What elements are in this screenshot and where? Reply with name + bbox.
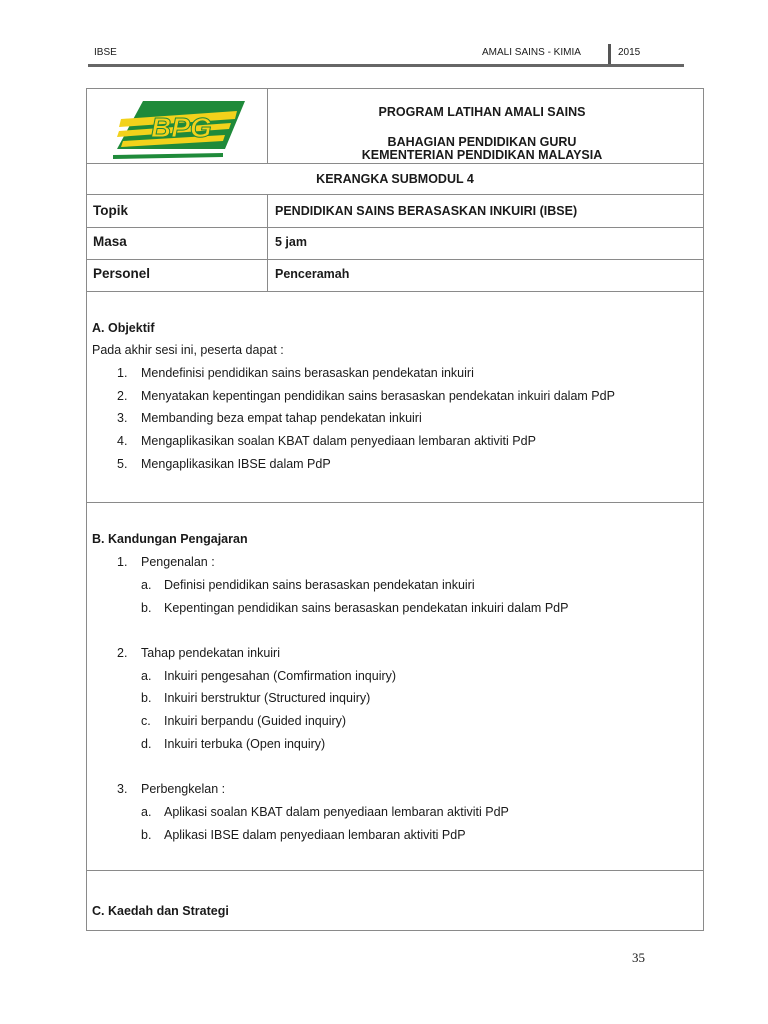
list-number: 3. (117, 782, 128, 796)
section-c-heading: C. Kaedah dan Strategi (92, 904, 229, 918)
content-subitem: Aplikasi soalan KBAT dalam penyediaan lembaran aktiviti PdP (164, 805, 509, 819)
section-b-heading: B. Kandungan Pengajaran (92, 532, 248, 546)
objective-item: Membanding beza empat tahap pendekatan inkuiri (141, 411, 422, 425)
list-number: 2. (117, 646, 128, 660)
sub-letter: a. (141, 805, 152, 819)
page-number: 35 (632, 950, 645, 965)
sub-letter: b. (141, 691, 152, 705)
content-subitem: Inkuiri terbuka (Open inquiry) (164, 737, 326, 751)
row-value-topik: PENDIDIKAN SAINS BERASASKAN INKUIRI (IBSE) (275, 204, 578, 218)
objective-item: Mendefinisi pendidikan sains berasaskan pendekatan inkuiri (141, 366, 474, 380)
content-subitem: Definisi pendidikan sains berasaskan pendekatan inkuiri (164, 578, 475, 592)
list-number: 3. (117, 411, 128, 425)
divider (87, 259, 703, 260)
divider (87, 502, 703, 503)
list-number: 5. (117, 457, 128, 471)
divider (87, 194, 703, 195)
list-number: 2. (117, 389, 128, 403)
header-left: IBSE (94, 47, 117, 58)
sub-letter: c. (141, 714, 151, 728)
content-subitem: Inkuiri pengesahan (Comfirmation inquiry) (164, 669, 397, 683)
bpg-logo (113, 97, 247, 163)
content-subitem: Kepentingan pendidikan sains berasaskan pendekatan inkuiri dalam PdP (164, 601, 569, 615)
objective-intro: Pada akhir sesi ini, peserta dapat : (92, 343, 284, 357)
sub-letter: a. (141, 669, 152, 683)
sub-letter: b. (141, 601, 152, 615)
header-rule (88, 64, 684, 67)
logo-text: BPG (151, 112, 212, 143)
objective-item: Mengaplikasikan IBSE dalam PdP (141, 457, 331, 471)
row-label-topik: Topik (93, 203, 128, 218)
content-subitem: Aplikasi IBSE dalam penyediaan lembaran aktiviti PdP (164, 828, 466, 842)
list-number: 4. (117, 434, 128, 448)
sub-letter: d. (141, 737, 152, 751)
row-label-masa: Masa (93, 234, 127, 249)
header-separator (608, 44, 611, 64)
ministry-title: KEMENTERIAN PENDIDIKAN MALAYSIA (361, 148, 603, 162)
header-right: AMALI SAINS - KIMIA (482, 47, 581, 58)
divider-vertical (267, 194, 268, 291)
sub-letter: b. (141, 828, 152, 842)
objective-item: Mengaplikasikan soalan KBAT dalam penyediaan lembaran aktiviti PdP (141, 434, 536, 448)
divider (87, 163, 703, 164)
content-group: Perbengkelan : (141, 782, 226, 796)
row-label-personel: Personel (93, 266, 151, 281)
objective-item: Menyatakan kepentingan pendidikan sains berasaskan pendekatan inkuiri dalam PdP (141, 389, 615, 403)
division-title: BAHAGIAN PENDIDIKAN GURU (387, 135, 577, 149)
list-number: 1. (117, 555, 128, 569)
content-group: Pengenalan : (141, 555, 215, 569)
content-group: Tahap pendekatan inkuiri (141, 646, 280, 660)
framework-title: KERANGKA SUBMODUL 4 (316, 172, 474, 186)
list-number: 1. (117, 366, 128, 380)
sub-letter: a. (141, 578, 152, 592)
divider (87, 870, 703, 871)
row-value-masa: 5 jam (275, 235, 307, 249)
submodule-frame (86, 88, 704, 931)
content-subitem: Inkuiri berstruktur (Structured inquiry) (164, 691, 371, 705)
header-year: 2015 (618, 47, 641, 58)
section-a-heading: A. Objektif (92, 321, 155, 335)
row-value-personel: Penceramah (275, 267, 350, 281)
program-title: PROGRAM LATIHAN AMALI SAINS (378, 105, 586, 119)
content-subitem: Inkuiri berpandu (Guided inquiry) (164, 714, 347, 728)
divider (87, 227, 703, 228)
divider (87, 291, 703, 292)
